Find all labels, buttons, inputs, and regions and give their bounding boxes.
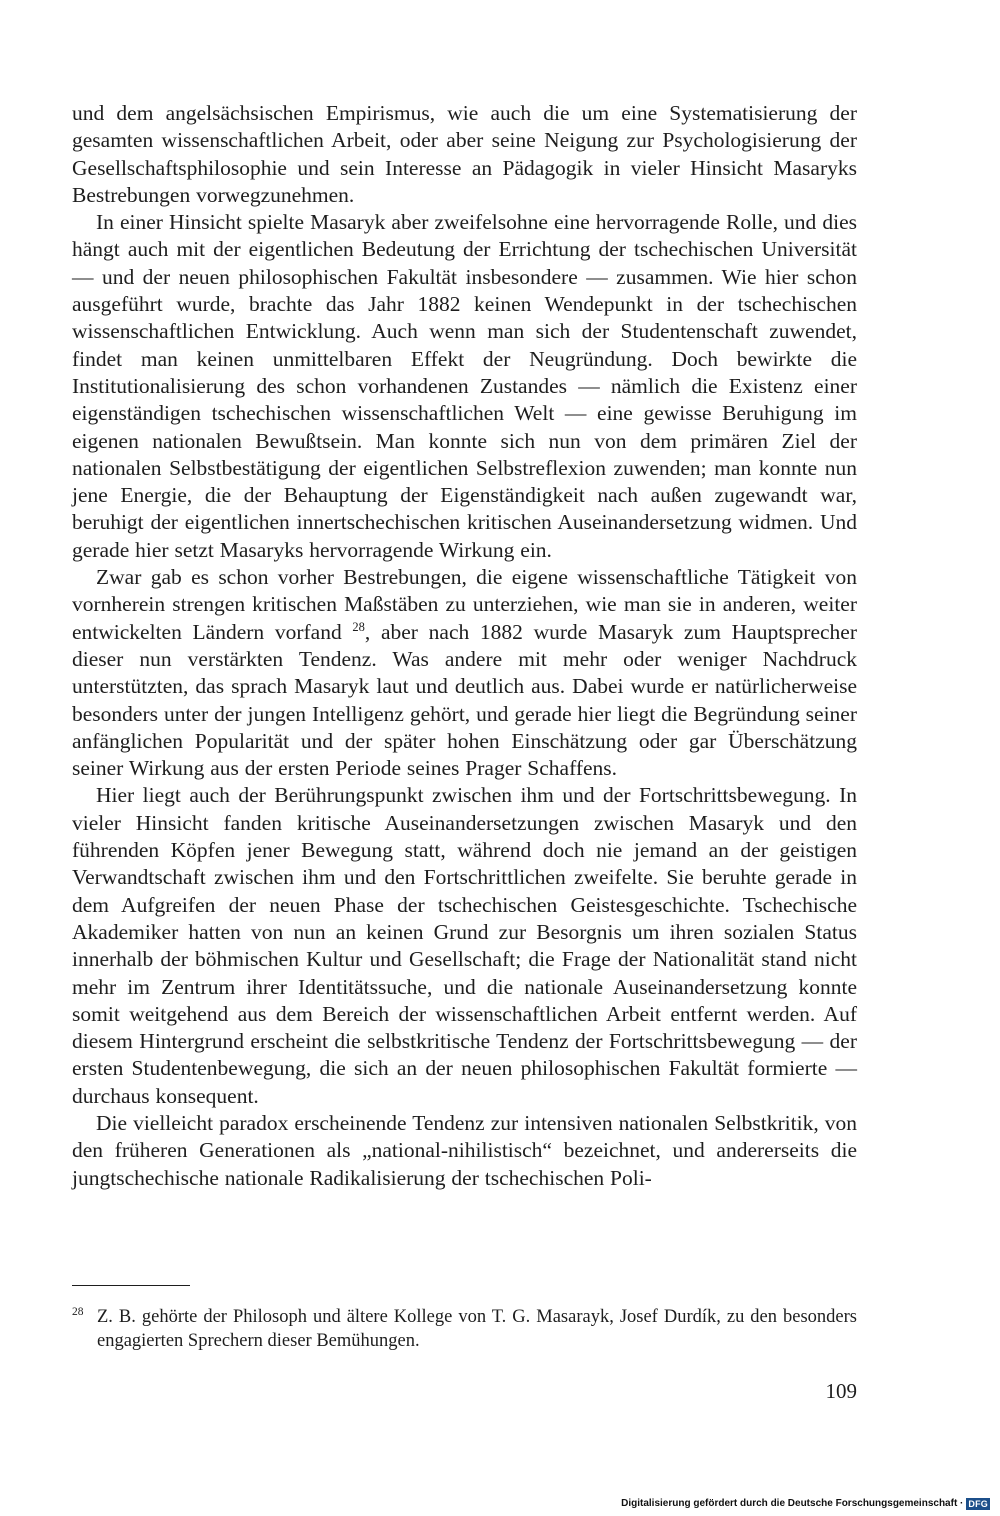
credit-text: Digitalisierung gefördert durch die Deutsche Forschungsgemeinschaft · [621, 1498, 964, 1509]
footnote-reference[interactable]: 28 [352, 619, 365, 634]
paragraph-4: Hier liegt auch der Berührungspunkt zwischen ihm und der Fortschrittsbewegung. In vieler Hinsicht fanden kritische Auseinandersetzungen zwischen Masaryk und den führenden Köpfen jener Bewegung statt, während doch nie jemand an der geistigen Verwandtschaft zwischen ihm und den Fortschrittlichen zweifelte. Sie beruhte gerade in dem Aufgreifen der neuen Phase der tschechischen Geistesgeschichte. Tschechische Akademiker hatten von nun an keinen Grund zur Besorgnis um ihren sozialen Status innerhalb der böhmischen Kultur und Gesellschaft; die Frage der Nationalität stand nicht mehr im Zentrum ihrer Identitätssuche, und die nationale Auseinandersetzung konnte somit weitgehend aus dem Bereich der wissenschaftlichen Arbeit entfernt werden. Auf diesem Hintergrund erscheint die selbstkritische Tendenz der Fortschrittsbewegung — der ersten Studentenbewegung, die sich an der neuen philosophischen Fakultät formierte — durchaus konsequent. [72, 783, 857, 1108]
paragraph-1: und dem angelsächsischen Empirismus, wie auch die um eine Systematisierung der gesamten wissenschaftlichen Arbeit, oder aber seine Neigung zur Psychologisierung der Gesellschaftsphilosophie und sein Interesse an Pädagogik in vieler Hinsicht Masaryks Bestrebungen vorwegzunehmen. [72, 101, 857, 207]
footnote-text: Z. B. gehörte der Philosoph und ältere Kollege von T. G. Masarayk, Josef Durdík, zu den besonders engagierten Sprechern dieser Bemühungen. [97, 1307, 857, 1351]
paragraph-3-text-before: Zwar gab es schon vorher Bestrebungen, die eigene wissenschaftliche Tätigkeit von vornherein strengen kritischen Maßstäben zu unterziehen, wie man sie in anderen, weiter entwickelten Ländern vorfand [72, 565, 857, 644]
dfg-logo: DFG [968, 1499, 988, 1509]
paragraph-2: In einer Hinsicht spielte Masaryk aber zweifelsohne eine hervorragende Rolle, und dies hängt auch mit der eigentlichen Bedeutung der Errichtung der tschechischen Universität — und der neuen philosophischen Fakultät insbesondere — zusammen. Wie hier schon ausgeführt wurde, brachte das Jahr 1882 keinen Wendepunkt in der tschechischen wissenschaftlichen Entwicklung. Auch wenn man sich der Studentenschaft zuwendet, findet man keinen unmittelbaren Effekt der Neugründung. Doch bewirkte die Institutionalisierung des schon vorhandenen Zustandes — nämlich die Existenz einer eigenständigen tschechischen wissenschaftlichen Welt — eine gewisse Beruhigung im eigenen nationalen Bewußtsein. Man konnte sich nun von dem primären Ziel der nationalen Selbstbestätigung der eigentlichen Selbstreflexion zuwenden; man konnte nun jene Energie, die der Behauptung der Eigenständigkeit nach außen zugewandt war, beruhigt der eigentlichen innertschechischen kritischen Auseinandersetzung widmen. Und gerade hier setzt Masaryks hervorragende Wirkung ein. [72, 210, 857, 562]
body-text [72, 100, 857, 1192]
paragraph-3 [72, 564, 857, 782]
footnote: 28 Z. B. gehörte der Philosoph und ältere Kollege von T. G. Masarayk, Josef Durdík, zu den besonders engagierten Sprechern dieser Bemühungen. [72, 1305, 857, 1351]
paragraph-5: Die vielleicht paradox erscheinende Tendenz zur intensiven nationalen Selbstkritik, von den früheren Generationen als „national-nihilistisch“ bezeichnet, und andererseits die jungtschechische nationale Radikalisierung der tschechischen Poli- [72, 1110, 857, 1190]
digitization-credit [621, 1498, 990, 1510]
paragraph-3-text-after: , aber nach 1882 wurde Masaryk zum Hauptsprecher dieser nun verstärkten Tendenz. Was andere mit mehr oder weniger Nachdruck unterstützten, das sprach Masaryk laut und deutlich aus. Dabei wurde er natürlicherweise besonders unter der jungen Intelligenz gehört, und gerade hier liegt die Begründung seiner anfänglichen Popularität und der später hohen Einschätzung oder gar Überschätzung seiner Wirkung aus der ersten Periode seines Prager Schaffens. [72, 619, 857, 781]
page-number: 109 [825, 1379, 857, 1403]
footnote-divider [72, 1285, 190, 1286]
